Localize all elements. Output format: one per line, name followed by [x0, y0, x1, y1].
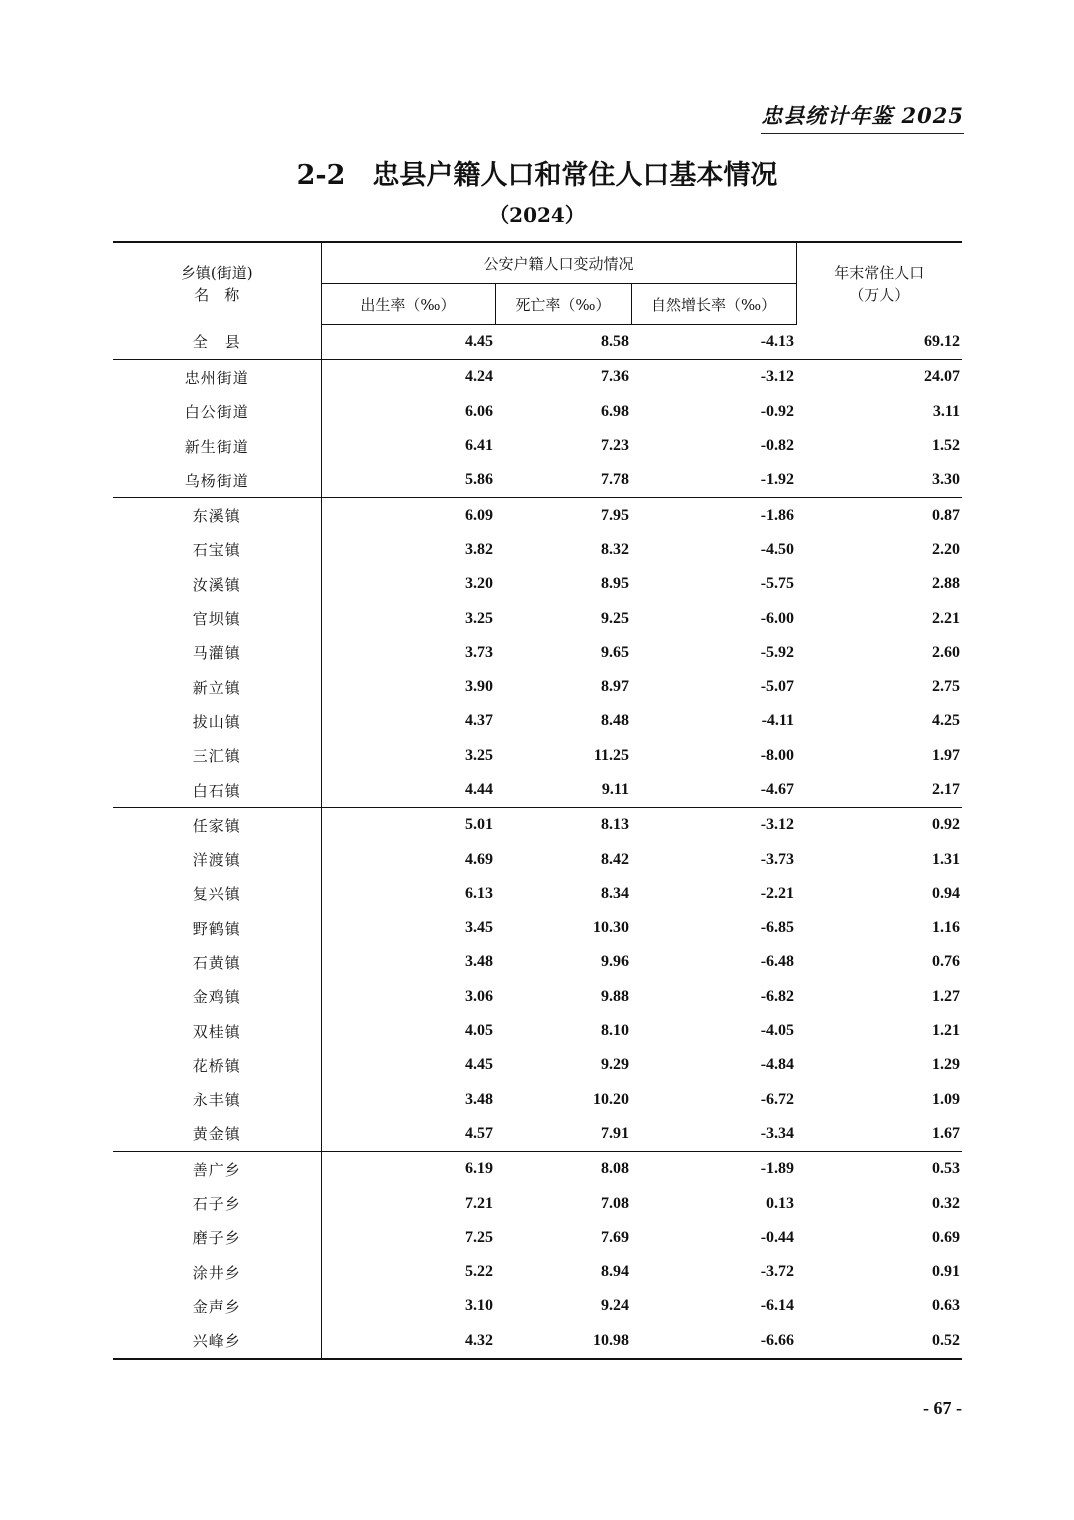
- row-name: 石子乡: [113, 1186, 321, 1220]
- table-row: [113, 498, 962, 533]
- growth-rate-cell: -4.05: [760, 1022, 795, 1040]
- table-row: [113, 808, 962, 843]
- population-cell: 1.16: [932, 919, 961, 937]
- population-cell: 0.76: [932, 953, 961, 971]
- death-rate-cell: 8.58: [601, 333, 629, 351]
- population-cell: 69.12: [924, 332, 961, 350]
- population-cell: 2.21: [932, 609, 961, 627]
- death-rate-cell: 10.30: [593, 919, 629, 937]
- row-name: 善广乡: [113, 1152, 321, 1187]
- row-name: 双桂镇: [113, 1014, 321, 1048]
- death-rate-cell: 7.36: [495, 360, 631, 395]
- row-name: 复兴镇: [113, 877, 321, 911]
- growth-rate-cell: -3.72: [760, 1263, 795, 1281]
- growth-rate-cell: -0.82: [760, 437, 795, 455]
- birth-rate-cell: 3.90: [465, 678, 493, 696]
- death-rate-cell: 10.98: [593, 1331, 629, 1349]
- row-name: 野鹤镇: [113, 911, 321, 945]
- population-cell: 0.69: [932, 1228, 961, 1246]
- growth-rate-cell: -3.12: [631, 808, 796, 843]
- row-name: 涂井乡: [113, 1255, 321, 1289]
- growth-rate-cell: -4.67: [760, 781, 795, 798]
- population-cell: 1.09: [932, 1090, 961, 1108]
- birth-rate-cell: 4.37: [465, 712, 493, 730]
- table-row: [113, 842, 962, 876]
- table-row: [113, 773, 962, 808]
- birth-rate-cell: 4.32: [465, 1331, 493, 1349]
- population-cell: 2.88: [932, 575, 961, 593]
- birth-rate-cell: 4.69: [465, 850, 493, 868]
- birth-rate-cell: 3.25: [465, 609, 493, 627]
- birth-rate-cell: 5.22: [465, 1263, 493, 1281]
- growth-rate-cell: -6.00: [760, 609, 795, 627]
- row-name: 马灌镇: [113, 636, 321, 670]
- row-name: 东溪镇: [113, 498, 321, 533]
- birth-rate-cell: 4.44: [465, 781, 493, 798]
- population-cell: 1.27: [932, 987, 961, 1005]
- table-row: [113, 1186, 962, 1220]
- death-rate-cell: 7.95: [495, 498, 631, 533]
- table-row: [113, 567, 962, 601]
- table-row: [113, 1255, 962, 1289]
- growth-rate-cell: -1.89: [631, 1152, 796, 1187]
- birth-rate-cell: 6.06: [465, 402, 493, 420]
- growth-rate-cell: -0.44: [760, 1228, 795, 1246]
- growth-rate-cell: -5.75: [760, 575, 795, 593]
- population-cell: 1.21: [932, 1022, 961, 1040]
- population-cell: 1.29: [932, 1056, 961, 1074]
- row-name: 三汇镇: [113, 739, 321, 773]
- birth-rate-cell: 3.73: [465, 643, 493, 661]
- row-name: 任家镇: [113, 808, 321, 843]
- table-row: [113, 670, 962, 704]
- death-rate-cell: 8.97: [601, 678, 629, 696]
- population-cell: 2.20: [932, 540, 961, 558]
- table-title: 2-2 忠县户籍人口和常住人口基本情况: [296, 160, 778, 191]
- column-header-birth: 出生率（‰）: [321, 284, 495, 325]
- row-name: 花桥镇: [113, 1048, 321, 1082]
- table-row-total: [113, 325, 962, 360]
- row-name: 汝溪镇: [113, 567, 321, 601]
- death-rate-cell: 8.94: [601, 1263, 629, 1281]
- population-table: [113, 241, 962, 1360]
- growth-rate-cell: -6.66: [760, 1331, 795, 1349]
- population-cell: 3.30: [932, 471, 961, 489]
- growth-rate-cell: -0.92: [760, 402, 795, 420]
- death-rate-cell: 8.48: [601, 712, 629, 730]
- table-row: [113, 429, 962, 463]
- page-number: - 67 -: [923, 1398, 962, 1418]
- row-name: 金鸡镇: [113, 980, 321, 1014]
- table-row: [113, 1083, 962, 1117]
- growth-rate-cell: -4.50: [760, 540, 795, 558]
- table-row: [113, 911, 962, 945]
- death-rate-cell: 11.25: [593, 746, 629, 764]
- table-row: [113, 395, 962, 429]
- growth-rate-cell: -4.13: [760, 333, 795, 351]
- column-header-death: 死亡率（‰）: [495, 284, 631, 325]
- population-cell: 0.87: [796, 498, 962, 533]
- table-row: [113, 463, 962, 498]
- row-name: 金声乡: [113, 1289, 321, 1323]
- birth-rate-cell: 3.20: [465, 575, 493, 593]
- death-rate-cell: 7.23: [601, 437, 629, 455]
- table-row: [113, 1014, 962, 1048]
- death-rate-cell: 8.42: [601, 850, 629, 868]
- population-cell: 0.53: [796, 1152, 962, 1187]
- population-cell: 2.60: [932, 643, 961, 661]
- death-rate-cell: 8.08: [495, 1152, 631, 1187]
- growth-rate-cell: -4.11: [761, 712, 795, 730]
- birth-rate-cell: 7.21: [465, 1194, 493, 1212]
- table-row: [113, 1289, 962, 1323]
- growth-rate-cell: -3.73: [760, 850, 795, 868]
- birth-rate-cell: 4.45: [465, 1056, 493, 1074]
- death-rate-cell: 7.91: [601, 1124, 629, 1142]
- birth-rate-cell: 4.05: [465, 1022, 493, 1040]
- death-rate-cell: 8.95: [601, 575, 629, 593]
- death-rate-cell: 9.96: [601, 953, 629, 971]
- birth-rate-cell: 3.06: [465, 987, 493, 1005]
- table-row: [113, 1221, 962, 1255]
- growth-rate-cell: 0.13: [766, 1194, 795, 1212]
- death-rate-cell: 9.25: [601, 609, 629, 627]
- table-row: [113, 1048, 962, 1082]
- death-rate-cell: 9.65: [601, 643, 629, 661]
- column-header-population: [796, 242, 962, 325]
- birth-rate-cell: 3.48: [465, 1090, 493, 1108]
- table-row: [113, 704, 962, 738]
- birth-rate-cell: 3.82: [465, 540, 493, 558]
- population-cell: 0.94: [932, 884, 961, 902]
- population-cell: 0.91: [932, 1263, 961, 1281]
- row-name: 全 县: [113, 325, 321, 360]
- death-rate-cell: 7.69: [601, 1228, 629, 1246]
- death-rate-cell: 8.32: [601, 540, 629, 558]
- population-cell: 4.25: [932, 712, 961, 730]
- growth-rate-cell: -6.14: [760, 1297, 795, 1315]
- row-name: 石宝镇: [113, 533, 321, 567]
- table-row: [113, 1324, 962, 1359]
- table-row: [113, 1152, 962, 1187]
- row-name: 新立镇: [113, 670, 321, 704]
- growth-rate-cell: -5.92: [760, 643, 795, 661]
- column-header-growth: 自然增长率（‰）: [631, 284, 796, 325]
- table-row: [113, 739, 962, 773]
- row-name: 石黄镇: [113, 945, 321, 979]
- table-body: [113, 325, 962, 1359]
- column-header-name: [113, 242, 321, 325]
- column-header-pop-line2: （万人）: [849, 285, 910, 304]
- population-cell: 1.97: [932, 746, 961, 764]
- column-header-name-line2: 名 称: [194, 285, 240, 304]
- table-row: [113, 601, 962, 635]
- row-name: 忠州街道: [113, 360, 321, 395]
- growth-rate-cell: -6.48: [760, 953, 795, 971]
- row-name: 黄金镇: [113, 1117, 321, 1152]
- growth-rate-cell: -2.21: [760, 884, 795, 902]
- column-group-header: 公安户籍人口变动情况: [321, 242, 796, 284]
- row-name: 兴峰乡: [113, 1324, 321, 1359]
- birth-rate-cell: 3.25: [465, 746, 493, 764]
- running-header: 忠县统计年鉴 2025: [761, 103, 964, 134]
- row-name: 拔山镇: [113, 704, 321, 738]
- birth-rate-cell: 5.01: [321, 808, 495, 843]
- birth-rate-cell: 3.10: [465, 1297, 493, 1315]
- growth-rate-cell: -1.92: [760, 471, 795, 489]
- row-name: 新生街道: [113, 429, 321, 463]
- death-rate-cell: 8.10: [601, 1022, 629, 1040]
- growth-rate-cell: -3.12: [631, 360, 796, 395]
- birth-rate-cell: 3.45: [465, 919, 493, 937]
- row-name: 磨子乡: [113, 1221, 321, 1255]
- population-cell: 0.92: [796, 808, 962, 843]
- birth-rate-cell: 7.25: [465, 1228, 493, 1246]
- growth-rate-cell: -4.84: [760, 1056, 795, 1074]
- death-rate-cell: 9.24: [601, 1297, 629, 1315]
- death-rate-cell: 6.98: [601, 402, 629, 420]
- growth-rate-cell: -6.85: [760, 919, 795, 937]
- row-name: 官坝镇: [113, 601, 321, 635]
- death-rate-cell: 9.29: [601, 1056, 629, 1074]
- table-row: [113, 636, 962, 670]
- row-name: 白公街道: [113, 395, 321, 429]
- death-rate-cell: 10.20: [593, 1090, 629, 1108]
- birth-rate-cell: 6.41: [465, 437, 493, 455]
- growth-rate-cell: -5.07: [760, 678, 795, 696]
- birth-rate-cell: 6.13: [465, 884, 493, 902]
- column-header-pop-line1: 年末常住人口: [834, 263, 925, 282]
- death-rate-cell: 9.11: [601, 781, 629, 798]
- birth-rate-cell: 3.48: [465, 953, 493, 971]
- growth-rate-cell: -1.86: [631, 498, 796, 533]
- death-rate-cell: 8.13: [495, 808, 631, 843]
- population-cell: 3.11: [932, 402, 961, 420]
- row-name: 白石镇: [113, 773, 321, 808]
- growth-rate-cell: -3.34: [760, 1124, 795, 1142]
- population-cell: 2.17: [932, 781, 961, 798]
- population-cell: 1.67: [932, 1124, 961, 1142]
- population-cell: 1.52: [932, 437, 961, 455]
- row-name: 洋渡镇: [113, 842, 321, 876]
- birth-rate-cell: 4.57: [465, 1124, 493, 1142]
- population-cell: 24.07: [796, 360, 962, 395]
- birth-rate-cell: 6.09: [321, 498, 495, 533]
- population-cell: 0.63: [932, 1297, 961, 1315]
- table-row: [113, 877, 962, 911]
- growth-rate-cell: -6.72: [760, 1090, 795, 1108]
- population-cell: 0.32: [932, 1194, 961, 1212]
- population-cell: 1.31: [932, 850, 961, 868]
- table-subtitle: （2024）: [489, 203, 585, 227]
- table-row: [113, 1117, 962, 1152]
- table-row: [113, 533, 962, 567]
- death-rate-cell: 7.78: [601, 471, 629, 489]
- table-row: [113, 980, 962, 1014]
- population-cell: 2.75: [932, 678, 961, 696]
- death-rate-cell: 7.08: [601, 1194, 629, 1212]
- table-row: [113, 945, 962, 979]
- birth-rate-cell: 6.19: [321, 1152, 495, 1187]
- death-rate-cell: 9.88: [601, 987, 629, 1005]
- row-name: 乌杨街道: [113, 463, 321, 498]
- row-name: 永丰镇: [113, 1083, 321, 1117]
- growth-rate-cell: -8.00: [760, 746, 795, 764]
- birth-rate-cell: 4.45: [465, 333, 493, 351]
- column-header-name-line1: 乡镇(街道): [180, 263, 253, 282]
- birth-rate-cell: 5.86: [465, 471, 493, 489]
- death-rate-cell: 8.34: [601, 884, 629, 902]
- growth-rate-cell: -6.82: [760, 987, 795, 1005]
- birth-rate-cell: 4.24: [321, 360, 495, 395]
- table-row: [113, 360, 962, 395]
- population-cell: 0.52: [932, 1331, 961, 1349]
